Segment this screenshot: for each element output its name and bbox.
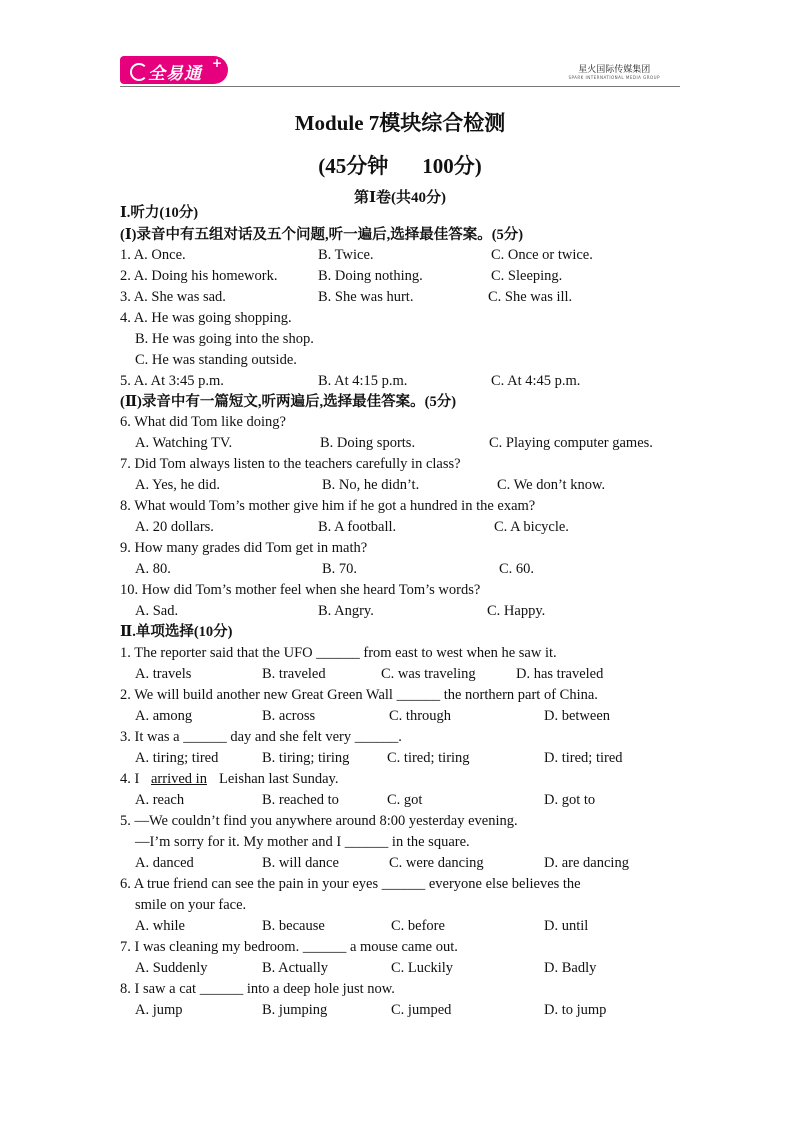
question-line: B. will dance <box>262 855 339 871</box>
question-line: C. was traveling <box>381 666 476 682</box>
question-line: B. He was going into the shop. <box>135 331 314 347</box>
question-line: B. tiring; tiring <box>262 750 350 766</box>
question-line: A. Suddenly <box>135 960 208 976</box>
question-line: 3. A. She was sad. <box>120 289 226 305</box>
question-line: C. She was ill. <box>488 289 573 305</box>
question-line: B. traveled <box>262 666 326 682</box>
question-line: 5. A. At 3:45 p.m. <box>120 373 224 389</box>
question-line: C. We don’t know. <box>497 477 606 493</box>
question-line: D. between <box>544 708 611 724</box>
question-line: A. reach <box>135 792 185 808</box>
question-line: C. He was standing outside. <box>135 352 297 368</box>
page-header <box>120 56 680 86</box>
question-line: C. jumped <box>391 1002 452 1018</box>
time-score <box>0 150 800 180</box>
question-line: B. 70. <box>322 561 358 577</box>
question-line: 10. How did Tom’s mother feel when she heard Tom’s words? <box>120 582 481 598</box>
question-line: D. are dancing <box>544 855 629 871</box>
question-line: B. She was hurt. <box>318 289 414 305</box>
question-line: B. Angry. <box>318 603 374 619</box>
header-divider <box>120 86 680 87</box>
question-line: B. At 4:15 p.m. <box>318 373 408 389</box>
question-line: 8. I saw a cat ______ into a deep hole just now. <box>120 981 395 997</box>
question-line: C. 60. <box>499 561 535 577</box>
question-line: B. A football. <box>318 519 397 535</box>
question-line: B. Actually <box>262 960 329 976</box>
question-line: A. Yes, he did. <box>135 477 220 493</box>
question-line: 7. Did Tom always listen to the teachers carefully in class? <box>120 456 461 472</box>
question-line: C. were dancing <box>389 855 484 871</box>
question-line: C. through <box>389 708 452 724</box>
question-line: 4. A. He was going shopping. <box>120 310 292 326</box>
question-line: 3. It was a ______ day and she felt very ______. <box>120 729 402 745</box>
section-heading: (Ⅰ)录音中有五组对话及五个问题,听一遍后,选择最佳答案。(5分) <box>120 227 524 243</box>
question-line: C. At 4:45 p.m. <box>491 373 581 389</box>
question-line: A. Sad. <box>135 603 179 619</box>
question-line: C. Sleeping. <box>491 268 563 284</box>
section-heading: Ⅰ.听力(10分) <box>120 205 199 221</box>
question-line: B. because <box>262 918 325 934</box>
question-line: 6. What did Tom like doing? <box>120 414 286 430</box>
question-line: D. has traveled <box>516 666 604 682</box>
section-heading: Ⅱ.单项选择(10分) <box>120 624 233 640</box>
question-line: 2. A. Doing his homework. <box>120 268 278 284</box>
logo-swirl-icon <box>130 63 148 81</box>
logo-text: 全易通 <box>148 64 202 84</box>
question-line: 9. How many grades did Tom get in math? <box>120 540 368 556</box>
question-line: D. got to <box>544 792 596 808</box>
question-line: C. Luckily <box>391 960 454 976</box>
publisher-en: SPARK INTERNATIONAL MEDIA GROUP <box>568 75 660 80</box>
publisher-name <box>568 62 660 80</box>
question-line: 4. I <box>120 771 140 787</box>
question-line: 8. What would Tom’s mother give him if he got a hundred in the exam? <box>120 498 536 514</box>
question-line: B. No, he didn’t. <box>322 477 420 493</box>
question-line: smile on your face. <box>135 897 247 913</box>
question-line: Leishan last Sunday. <box>219 771 339 787</box>
question-line: C. Once or twice. <box>491 247 593 263</box>
question-line: arrived in <box>151 771 207 787</box>
question-line: C. got <box>387 792 423 808</box>
question-line: B. reached to <box>262 792 339 808</box>
time-limit: (45分钟 <box>318 154 389 178</box>
total-score: 100分) <box>422 154 482 178</box>
question-line: B. Doing nothing. <box>318 268 423 284</box>
question-line: C. before <box>391 918 445 934</box>
logo-plus: + <box>212 56 223 70</box>
question-line: B. Doing sports. <box>320 435 416 451</box>
section-heading: (Ⅱ)录音中有一篇短文,听两遍后,选择最佳答案。(5分) <box>120 394 457 410</box>
question-line: D. until <box>544 918 589 934</box>
page-title: Module 7模块综合检测 <box>294 111 506 135</box>
question-line: 2. We will build another new Great Green Wall ______ the northern part of China. <box>120 687 598 703</box>
volume-heading: 第Ⅰ卷(共40分) <box>353 190 446 206</box>
question-line: 7. I was cleaning my bedroom. ______ a mouse came out. <box>120 939 458 955</box>
question-line: D. tired; tired <box>544 750 623 766</box>
question-line: B. Twice. <box>318 247 374 263</box>
question-line: B. jumping <box>262 1002 328 1018</box>
question-line: A. while <box>135 918 185 934</box>
question-line: C. A bicycle. <box>494 519 569 535</box>
question-line: A. jump <box>135 1002 183 1018</box>
question-line: A. travels <box>135 666 192 682</box>
question-line: 1. A. Once. <box>120 247 186 263</box>
question-line: B. across <box>262 708 316 724</box>
brand-logo <box>120 56 228 84</box>
question-line: A. 80. <box>135 561 171 577</box>
question-line: A. among <box>135 708 193 724</box>
question-line: C. Happy. <box>487 603 546 619</box>
question-line: C. Playing computer games. <box>489 435 653 451</box>
question-line: 1. The reporter said that the UFO ______ from east to west when he saw it. <box>120 645 557 661</box>
question-line: —I’m sorry for it. My mother and I ______ in the square. <box>135 834 470 850</box>
question-line: 6. A true friend can see the pain in your eyes ______ everyone else believes the <box>120 876 581 892</box>
question-line: A. tiring; tired <box>135 750 219 766</box>
question-line: D. to jump <box>544 1002 607 1018</box>
question-line: A. Watching TV. <box>135 435 233 451</box>
question-line: A. danced <box>135 855 194 871</box>
question-line: D. Badly <box>544 960 597 976</box>
question-line: A. 20 dollars. <box>135 519 214 535</box>
question-line: C. tired; tiring <box>387 750 470 766</box>
publisher-cn: 星火国际传媒集团 <box>578 65 651 75</box>
question-line: 5. —We couldn’t find you anywhere around 8:00 yesterday evening. <box>120 813 518 829</box>
